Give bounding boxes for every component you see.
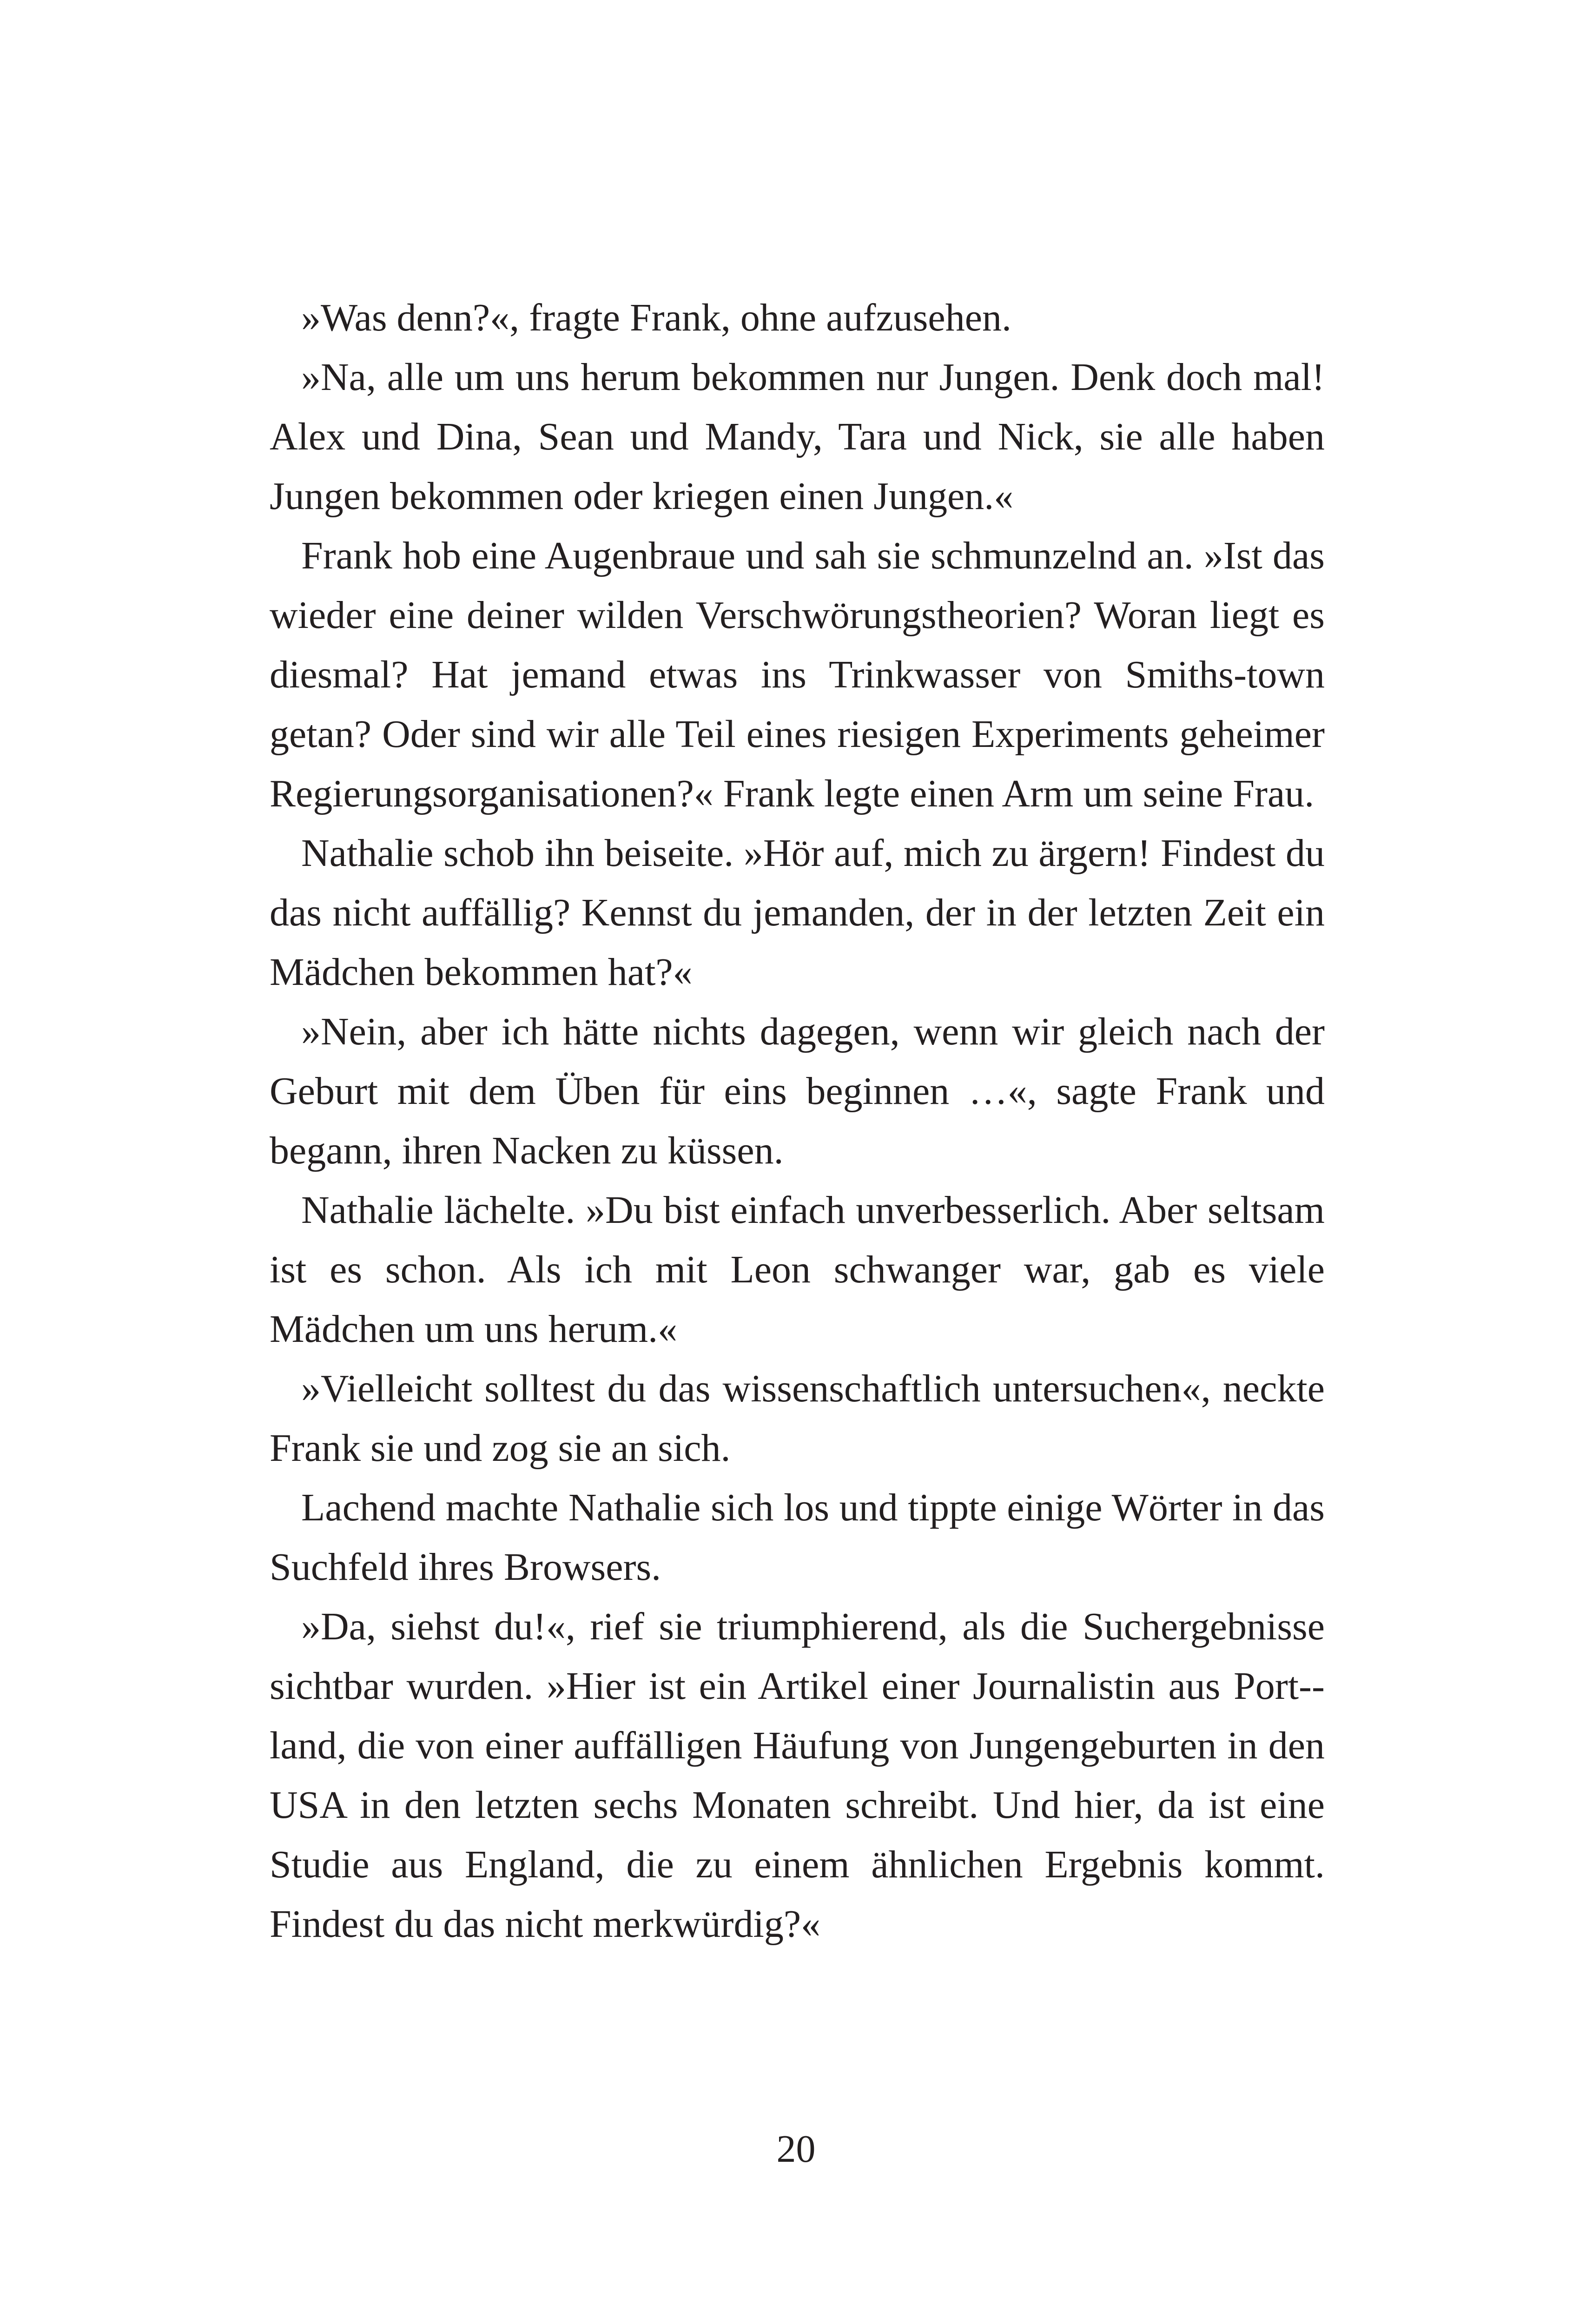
page-number: 20: [776, 2127, 816, 2171]
paragraph-9: »Da, siehst du!«, rief sie triumphierend, als die Suchergebnisse sichtbar wurden. »Hier ist ein Artikel einer Journalistin aus Port-land, die von einer auffälligen Häufung von Jungengeburten in den USA in den letzten sechs Monaten schreibt. Und hier, da ist eine Studie aus England, die zu einem ähnlichen Ergebnis kommt. Findest du das nicht merkwürdig?«: [270, 1605, 1325, 1946]
paragraph-3: Frank hob eine Augenbraue und sah sie schmunzelnd an. »Ist das wieder eine deiner wilden Verschwörungstheorien? Woran liegt es diesmal? Hat jemand etwas ins Trinkwasser von Smiths-town getan? Oder sind wir alle Teil eines riesigen Experiments geheimer Regierungsorganisationen?« Frank legte einen Arm um seine Frau.: [270, 534, 1325, 815]
body-text: [270, 288, 1325, 1954]
paragraph-6: Nathalie lächelte. »Du bist einfach unverbesserlich. Aber seltsam ist es schon. Als ich mit Leon schwanger war, gab es viele Mädchen um uns herum.«: [270, 1188, 1325, 1351]
paragraph-4: Nathalie schob ihn beiseite. »Hör auf, mich zu ärgern! Findest du das nicht auffällig? Kennst du jemanden, der in der letzten Zeit ein Mädchen bekommen hat?«: [270, 832, 1325, 994]
paragraph-2: »Na, alle um uns herum bekommen nur Jungen. Denk doch mal! Alex und Dina, Sean und Mandy, Tara und Nick, sie alle haben Jungen bekommen oder kriegen einen Jungen.«: [270, 356, 1325, 518]
paragraph-8: Lachend machte Nathalie sich los und tippte einige Wörter in das Suchfeld ihres Browsers.: [270, 1486, 1325, 1589]
paragraph-1: »Was denn?«, fragte Frank, ohne aufzusehen.: [301, 296, 1011, 339]
paragraph-5: »Nein, aber ich hätte nichts dagegen, wenn wir gleich nach der Geburt mit dem Üben für eins beginnen …«, sagte Frank und begann, ihren Nacken zu küssen.: [270, 1010, 1325, 1172]
paragraph-7: »Vielleicht solltest du das wissenschaftlich untersuchen«, neckte Frank sie und zog sie an sich.: [270, 1367, 1325, 1470]
